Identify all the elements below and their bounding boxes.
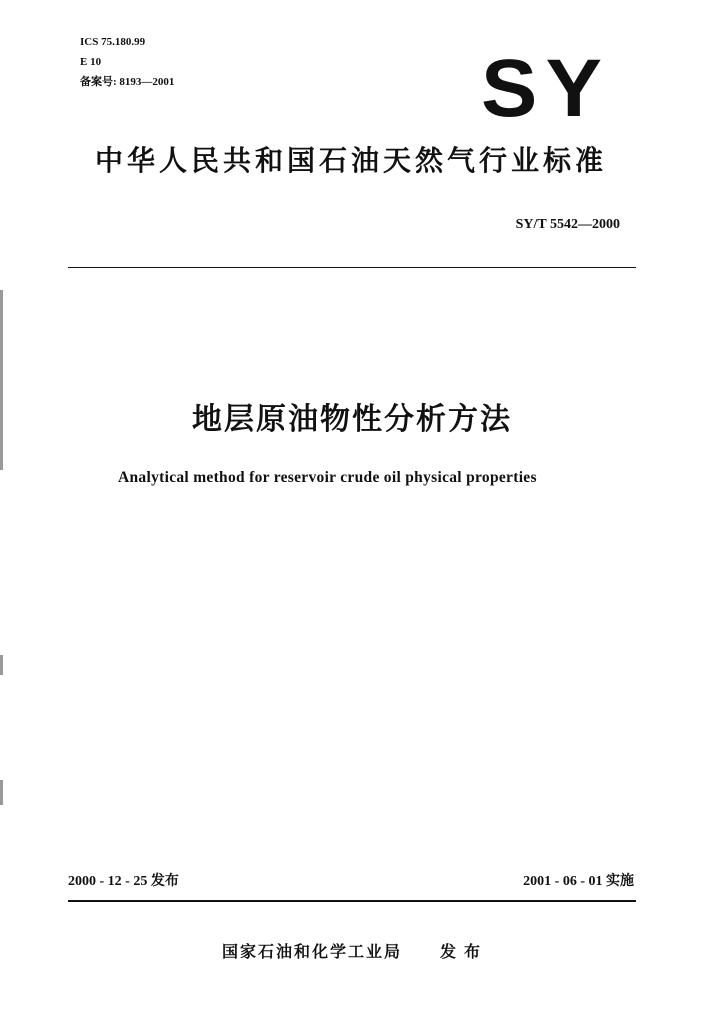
standard-number: SY/T 5542—2000 xyxy=(515,217,620,232)
publisher-action: 发 布 xyxy=(440,944,483,961)
publisher-name: 国家石油和化学工业局 xyxy=(222,944,403,961)
top-divider xyxy=(68,267,636,268)
scan-edge-mark xyxy=(0,655,3,675)
standard-category: 中华人民共和国石油天然气行业标准 xyxy=(95,146,608,177)
classification-code: E 10 xyxy=(80,56,102,68)
document-title-english: Analytical method for reservoir crude oil physical properties xyxy=(118,469,537,486)
sy-logo: SY xyxy=(481,43,611,134)
issue-date: 2000 - 12 - 25 发布 xyxy=(68,874,179,889)
implementation-date: 2001 - 06 - 01 实施 xyxy=(523,874,634,889)
scan-edge-mark xyxy=(0,780,3,805)
ics-code: ICS 75.180.99 xyxy=(80,36,146,48)
document-title-chinese: 地层原油物性分析方法 xyxy=(192,403,512,436)
bottom-divider xyxy=(68,900,636,902)
record-number: 备案号: 8193—2001 xyxy=(80,76,175,88)
scan-edge-mark xyxy=(0,290,3,470)
